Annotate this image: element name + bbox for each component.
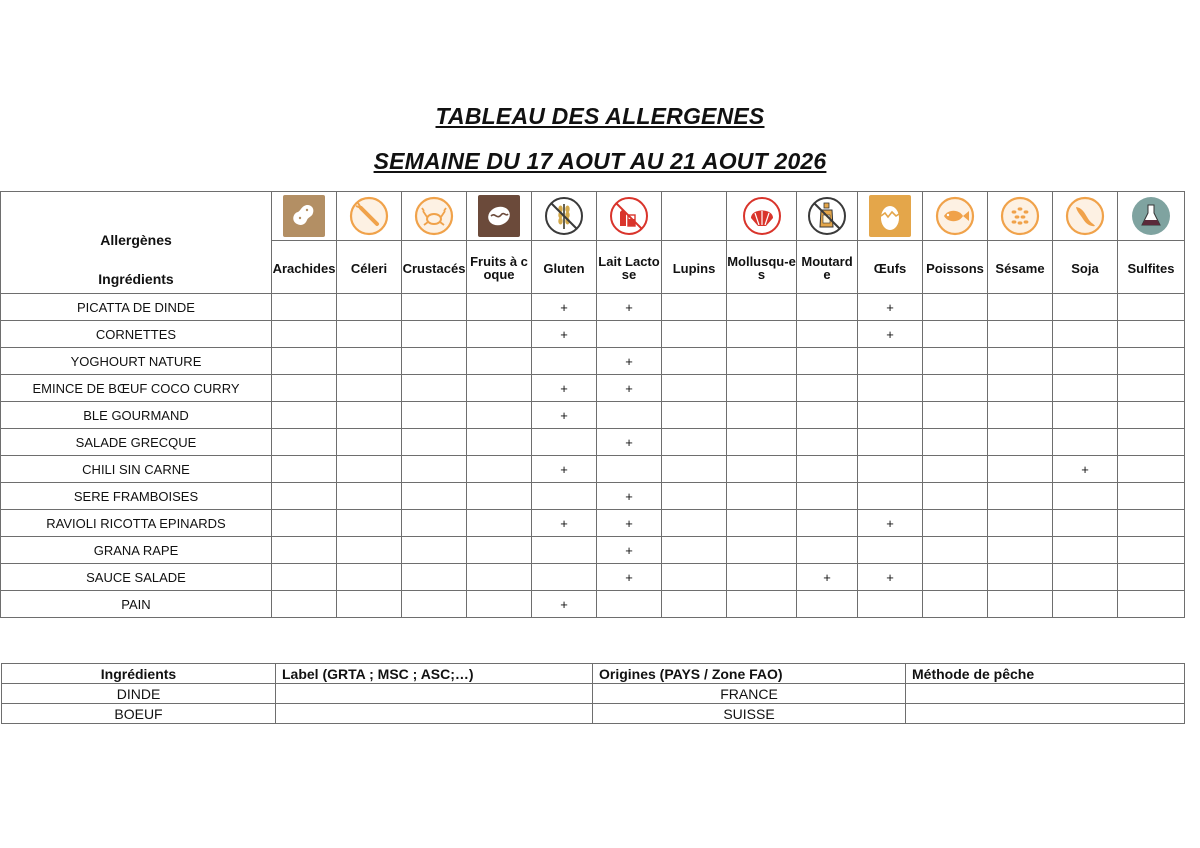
allergen-mark xyxy=(988,483,1053,510)
allergen-mark: + xyxy=(597,483,662,510)
allergen-mark xyxy=(662,483,727,510)
allergen-mark xyxy=(1118,429,1185,456)
table-row xyxy=(1,537,1185,564)
allergen-mark: + xyxy=(858,564,923,591)
allergen-mark xyxy=(662,591,727,618)
allergen-mark xyxy=(662,456,727,483)
allergen-mark: + xyxy=(597,375,662,402)
allergen-mark xyxy=(337,591,402,618)
allergen-mark: + xyxy=(597,294,662,321)
allergen-name: Gluten xyxy=(532,241,597,294)
origins-cell xyxy=(906,704,1185,724)
allergen-mark xyxy=(402,510,467,537)
allergen-mark xyxy=(467,402,532,429)
allergen-mark xyxy=(272,591,337,618)
allergen-mark xyxy=(467,294,532,321)
allergen-name: Crustacés xyxy=(402,241,467,294)
allergen-mark xyxy=(727,402,797,429)
allergen-mark: + xyxy=(597,510,662,537)
allergen-icon-cell xyxy=(467,192,532,241)
allergen-mark xyxy=(597,591,662,618)
allergen-mark xyxy=(1053,483,1118,510)
origins-cell: BOEUF xyxy=(2,704,276,724)
page-title: TABLEAU DES ALLERGENES xyxy=(435,103,765,129)
allergen-table xyxy=(0,191,1185,618)
allergen-mark xyxy=(727,375,797,402)
shell-icon xyxy=(740,194,784,238)
allergen-mark xyxy=(662,402,727,429)
origins-header: Origines (PAYS / Zone FAO) xyxy=(593,664,906,684)
allergen-mark xyxy=(1118,375,1185,402)
allergen-mark: + xyxy=(858,510,923,537)
allergen-mark xyxy=(1118,564,1185,591)
allergen-mark xyxy=(662,564,727,591)
allergen-name: Moutard e xyxy=(797,241,858,294)
allergen-mark xyxy=(272,348,337,375)
allergen-mark xyxy=(988,537,1053,564)
allergen-icon-cell xyxy=(1053,192,1118,241)
allergen-mark xyxy=(402,456,467,483)
table-row xyxy=(2,704,1185,724)
allergen-mark: + xyxy=(597,564,662,591)
allergen-mark: + xyxy=(532,375,597,402)
allergen-mark xyxy=(727,591,797,618)
allergen-mark xyxy=(988,402,1053,429)
allergen-mark xyxy=(597,321,662,348)
allergen-mark xyxy=(727,321,797,348)
origins-cell: SUISSE xyxy=(593,704,906,724)
allergen-mark xyxy=(797,294,858,321)
allergen-mark xyxy=(988,510,1053,537)
ingredient-name: SALADE GRECQUE xyxy=(1,429,272,456)
allergen-mark xyxy=(858,483,923,510)
table-row xyxy=(1,456,1185,483)
allergen-mark xyxy=(467,348,532,375)
allergen-mark: + xyxy=(532,510,597,537)
allergen-name: Céleri xyxy=(337,241,402,294)
allergen-mark xyxy=(272,483,337,510)
allergen-mark xyxy=(662,537,727,564)
allergen-mark: + xyxy=(1053,456,1118,483)
allergen-mark xyxy=(923,591,988,618)
table-row xyxy=(1,321,1185,348)
origins-cell xyxy=(276,704,593,724)
table-row xyxy=(1,510,1185,537)
allergen-mark: + xyxy=(532,321,597,348)
allergen-mark xyxy=(1053,537,1118,564)
allergen-mark xyxy=(727,483,797,510)
origins-cell xyxy=(906,684,1185,704)
allergen-mark xyxy=(272,537,337,564)
table-row xyxy=(2,684,1185,704)
allergen-mark xyxy=(858,429,923,456)
allergen-mark xyxy=(337,402,402,429)
allergen-icon-cell xyxy=(402,192,467,241)
allergen-mark xyxy=(1118,537,1185,564)
table-row xyxy=(1,591,1185,618)
table-row xyxy=(1,429,1185,456)
allergen-mark xyxy=(337,537,402,564)
allergen-name: Arachides xyxy=(272,241,337,294)
allergen-mark xyxy=(1053,321,1118,348)
allergen-mark xyxy=(467,456,532,483)
ingredient-name: PICATTA DE DINDE xyxy=(1,294,272,321)
allergen-mark xyxy=(662,429,727,456)
allergen-mark xyxy=(727,564,797,591)
allergen-mark xyxy=(797,348,858,375)
allergen-mark xyxy=(337,294,402,321)
allergen-name: Soja xyxy=(1053,241,1118,294)
allergen-mark: + xyxy=(532,456,597,483)
allergen-mark xyxy=(988,321,1053,348)
origins-cell: FRANCE xyxy=(593,684,906,704)
allergen-mark xyxy=(662,348,727,375)
allergen-mark xyxy=(797,429,858,456)
allergen-mark xyxy=(662,321,727,348)
allergen-mark xyxy=(988,564,1053,591)
ingredient-name: BLE GOURMAND xyxy=(1,402,272,429)
allergen-mark xyxy=(727,456,797,483)
allergen-icon-cell xyxy=(1118,192,1185,241)
allergen-mark xyxy=(727,537,797,564)
allergens-label: Allergènes xyxy=(100,232,172,248)
allergen-mark xyxy=(532,537,597,564)
origins-header: Ingrédients xyxy=(2,664,276,684)
allergen-name: Lait Lactose xyxy=(597,241,662,294)
allergen-mark xyxy=(923,483,988,510)
allergen-mark xyxy=(337,510,402,537)
allergen-mark: + xyxy=(532,402,597,429)
allergen-mark xyxy=(797,510,858,537)
allergen-mark xyxy=(797,456,858,483)
allergen-mark xyxy=(337,348,402,375)
wheat-crossed-icon xyxy=(542,194,586,238)
allergen-mark xyxy=(337,321,402,348)
allergen-mark xyxy=(923,402,988,429)
allergen-mark xyxy=(272,456,337,483)
allergen-mark xyxy=(272,294,337,321)
ingredients-label: Ingrédients xyxy=(98,271,174,287)
crab-icon xyxy=(412,194,456,238)
allergen-mark xyxy=(988,591,1053,618)
table-row xyxy=(1,348,1185,375)
flask-icon xyxy=(1129,194,1173,238)
allergen-mark xyxy=(532,483,597,510)
allergen-mark xyxy=(597,456,662,483)
allergen-mark xyxy=(402,483,467,510)
allergen-mark xyxy=(797,537,858,564)
allergen-icon-cell xyxy=(797,192,858,241)
allergen-mark xyxy=(797,402,858,429)
allergen-mark xyxy=(272,321,337,348)
allergen-mark xyxy=(988,429,1053,456)
allergen-mark xyxy=(988,375,1053,402)
mustard-crossed-icon xyxy=(805,194,849,238)
table-row xyxy=(1,564,1185,591)
allergen-mark xyxy=(1118,510,1185,537)
allergen-icon-cell xyxy=(858,192,923,241)
allergen-mark xyxy=(1118,402,1185,429)
allergen-mark xyxy=(272,510,337,537)
allergen-mark xyxy=(797,321,858,348)
allergen-mark xyxy=(923,564,988,591)
table-row xyxy=(1,375,1185,402)
allergen-mark xyxy=(1053,348,1118,375)
allergen-mark xyxy=(402,591,467,618)
allergen-mark xyxy=(923,348,988,375)
allergen-mark xyxy=(467,537,532,564)
allergen-mark: + xyxy=(532,294,597,321)
allergen-mark xyxy=(1053,564,1118,591)
table-row xyxy=(1,402,1185,429)
allergen-mark xyxy=(662,510,727,537)
allergen-mark xyxy=(923,321,988,348)
allergen-icon-cell xyxy=(662,192,727,241)
allergen-mark xyxy=(662,375,727,402)
allergen-mark xyxy=(1053,375,1118,402)
allergen-mark xyxy=(532,429,597,456)
origins-cell: DINDE xyxy=(2,684,276,704)
milk-crossed-icon xyxy=(607,194,651,238)
allergen-mark: + xyxy=(597,429,662,456)
allergen-mark xyxy=(1118,591,1185,618)
allergen-mark: + xyxy=(532,591,597,618)
allergen-mark xyxy=(858,402,923,429)
allergen-mark xyxy=(467,321,532,348)
allergen-icon-cell xyxy=(727,192,797,241)
ingredient-name: SAUCE SALADE xyxy=(1,564,272,591)
allergen-mark xyxy=(337,483,402,510)
table-row xyxy=(1,483,1185,510)
allergen-mark xyxy=(337,564,402,591)
allergen-mark xyxy=(467,510,532,537)
allergen-icon-cell xyxy=(272,192,337,241)
allergen-mark xyxy=(858,456,923,483)
allergen-mark xyxy=(923,510,988,537)
allergen-mark xyxy=(1053,294,1118,321)
allergen-mark xyxy=(727,348,797,375)
allergen-mark xyxy=(1053,510,1118,537)
allergen-mark xyxy=(1118,483,1185,510)
allergen-mark xyxy=(402,375,467,402)
allergen-mark: + xyxy=(597,537,662,564)
allergen-name: Œufs xyxy=(858,241,923,294)
ingredient-name: EMINCE DE BŒUF COCO CURRY xyxy=(1,375,272,402)
allergen-mark xyxy=(797,375,858,402)
fish-icon xyxy=(933,194,977,238)
allergen-mark xyxy=(402,348,467,375)
allergen-mark xyxy=(988,348,1053,375)
allergen-mark xyxy=(402,429,467,456)
allergen-mark xyxy=(1118,321,1185,348)
allergen-mark xyxy=(272,375,337,402)
allergen-mark xyxy=(858,375,923,402)
allergen-mark xyxy=(923,429,988,456)
origins-header: Méthode de pêche xyxy=(906,664,1185,684)
allergen-mark xyxy=(272,429,337,456)
egg-icon xyxy=(868,194,912,238)
allergen-name: Sésame xyxy=(988,241,1053,294)
allergen-mark xyxy=(988,456,1053,483)
allergen-mark: + xyxy=(858,321,923,348)
allergen-mark xyxy=(467,564,532,591)
allergen-mark xyxy=(532,564,597,591)
allergen-mark xyxy=(467,483,532,510)
allergen-mark xyxy=(858,591,923,618)
soy-icon xyxy=(1063,194,1107,238)
allergen-icon-cell xyxy=(923,192,988,241)
sesame-icon xyxy=(998,194,1042,238)
allergen-mark xyxy=(272,402,337,429)
ingredient-name: CORNETTES xyxy=(1,321,272,348)
ingredient-name: RAVIOLI RICOTTA EPINARDS xyxy=(1,510,272,537)
allergen-mark xyxy=(858,348,923,375)
allergen-icon-cell xyxy=(597,192,662,241)
allergen-mark xyxy=(1118,294,1185,321)
allergen-mark: + xyxy=(597,348,662,375)
ingredient-name: YOGHOURT NATURE xyxy=(1,348,272,375)
allergen-mark xyxy=(402,537,467,564)
ingredient-name: CHILI SIN CARNE xyxy=(1,456,272,483)
allergen-mark xyxy=(923,456,988,483)
ingredient-name: PAIN xyxy=(1,591,272,618)
allergen-mark xyxy=(1118,456,1185,483)
allergen-mark xyxy=(467,375,532,402)
allergen-mark xyxy=(402,294,467,321)
allergen-mark xyxy=(1118,348,1185,375)
allergen-mark xyxy=(402,402,467,429)
ingredient-name: SERE FRAMBOISES xyxy=(1,483,272,510)
allergen-mark xyxy=(858,537,923,564)
allergen-mark xyxy=(1053,429,1118,456)
allergen-mark xyxy=(727,429,797,456)
allergen-icon-cell xyxy=(337,192,402,241)
allergen-mark xyxy=(597,402,662,429)
allergen-mark xyxy=(1053,591,1118,618)
allergen-mark xyxy=(402,321,467,348)
allergen-mark xyxy=(923,375,988,402)
table-row xyxy=(1,294,1185,321)
walnut-icon xyxy=(477,194,521,238)
allergen-mark xyxy=(402,564,467,591)
allergen-name: Poissons xyxy=(923,241,988,294)
allergen-mark xyxy=(727,510,797,537)
allergen-mark: + xyxy=(858,294,923,321)
origins-table xyxy=(1,663,1185,724)
allergen-mark xyxy=(467,429,532,456)
allergen-mark xyxy=(662,294,727,321)
page-subtitle: SEMAINE DU 17 AOUT AU 21 AOUT 2026 xyxy=(373,148,827,174)
allergen-mark xyxy=(797,591,858,618)
allergen-mark xyxy=(337,456,402,483)
ingredient-name: GRANA RAPE xyxy=(1,537,272,564)
allergen-name: Lupins xyxy=(662,241,727,294)
allergen-mark xyxy=(467,591,532,618)
allergen-name: Sulfites xyxy=(1118,241,1185,294)
allergen-mark xyxy=(532,348,597,375)
allergen-mark xyxy=(337,429,402,456)
allergen-mark xyxy=(923,294,988,321)
origins-cell xyxy=(276,684,593,704)
peanut-icon xyxy=(282,194,326,238)
allergen-mark xyxy=(272,564,337,591)
allergen-mark xyxy=(1053,402,1118,429)
allergen-mark xyxy=(337,375,402,402)
allergen-mark: + xyxy=(797,564,858,591)
header-corner-cell xyxy=(1,192,272,294)
allergen-name: Mollusqu-es xyxy=(727,241,797,294)
allergen-icon-cell xyxy=(988,192,1053,241)
allergen-name: Fruits à coque xyxy=(467,241,532,294)
allergen-mark xyxy=(797,483,858,510)
celery-icon xyxy=(347,194,391,238)
allergen-icon-cell xyxy=(532,192,597,241)
allergen-mark xyxy=(923,537,988,564)
origins-header: Label (GRTA ; MSC ; ASC;…) xyxy=(276,664,593,684)
allergen-mark xyxy=(988,294,1053,321)
allergen-mark xyxy=(727,294,797,321)
